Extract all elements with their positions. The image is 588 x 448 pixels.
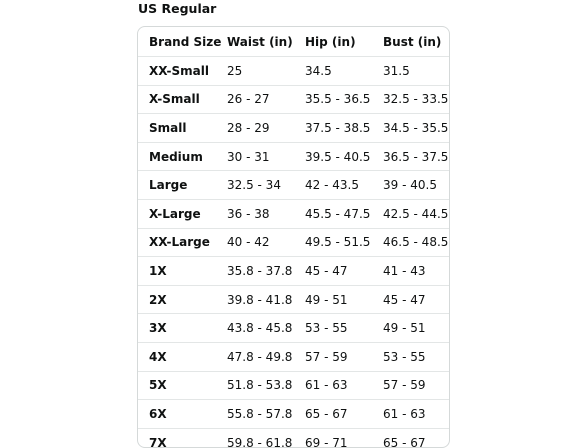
bust-cell: 45 - 47 (372, 285, 449, 314)
size-chart-title: US Regular (138, 1, 216, 17)
hip-cell: 57 - 59 (294, 342, 372, 371)
waist-cell: 35.8 - 37.8 (216, 257, 294, 286)
hip-cell: 49.5 - 51.5 (294, 228, 372, 257)
brand-size-cell: 5X (138, 371, 216, 400)
waist-cell: 39.8 - 41.8 (216, 285, 294, 314)
table-row (138, 85, 449, 114)
hip-cell: 35.5 - 36.5 (294, 85, 372, 114)
hip-cell: 45 - 47 (294, 257, 372, 286)
brand-size-cell: X-Large (138, 199, 216, 228)
bust-cell: 49 - 51 (372, 314, 449, 343)
brand-size-cell: XX-Small (138, 57, 216, 86)
brand-size-cell: Large (138, 171, 216, 200)
bust-cell: 34.5 - 35.5 (372, 114, 449, 143)
bust-cell: 41 - 43 (372, 257, 449, 286)
waist-cell: 36 - 38 (216, 199, 294, 228)
waist-cell: 26 - 27 (216, 85, 294, 114)
brand-size-cell: 1X (138, 257, 216, 286)
table-row (138, 342, 449, 371)
brand-size-cell: X-Small (138, 85, 216, 114)
bust-cell: 46.5 - 48.5 (372, 228, 449, 257)
brand-size-cell: 6X (138, 400, 216, 429)
table-body (138, 57, 449, 448)
waist-cell: 47.8 - 49.8 (216, 342, 294, 371)
table-row (138, 314, 449, 343)
hip-cell: 61 - 63 (294, 371, 372, 400)
table-row (138, 142, 449, 171)
hip-cell: 39.5 - 40.5 (294, 142, 372, 171)
table-row (138, 171, 449, 200)
hip-cell: 45.5 - 47.5 (294, 199, 372, 228)
bust-cell: 32.5 - 33.5 (372, 85, 449, 114)
brand-size-cell: Medium (138, 142, 216, 171)
size-chart-table (138, 27, 449, 448)
table-row (138, 199, 449, 228)
bust-cell: 53 - 55 (372, 342, 449, 371)
brand-size-cell: 3X (138, 314, 216, 343)
table-row (138, 428, 449, 448)
column-header-brand-size: Brand Size (138, 27, 216, 57)
waist-cell: 59.8 - 61.8 (216, 428, 294, 448)
table-row (138, 228, 449, 257)
table-row (138, 257, 449, 286)
hip-cell: 49 - 51 (294, 285, 372, 314)
size-chart-table-container (137, 26, 450, 448)
column-header-bust: Bust (in) (372, 27, 449, 57)
brand-size-cell: XX-Large (138, 228, 216, 257)
bust-cell: 31.5 (372, 57, 449, 86)
bust-cell: 57 - 59 (372, 371, 449, 400)
column-header-hip: Hip (in) (294, 27, 372, 57)
table-header-row (138, 27, 449, 57)
hip-cell: 65 - 67 (294, 400, 372, 429)
waist-cell: 55.8 - 57.8 (216, 400, 294, 429)
bust-cell: 36.5 - 37.5 (372, 142, 449, 171)
bust-cell: 42.5 - 44.5 (372, 199, 449, 228)
waist-cell: 40 - 42 (216, 228, 294, 257)
brand-size-cell: 4X (138, 342, 216, 371)
brand-size-cell: Small (138, 114, 216, 143)
hip-cell: 34.5 (294, 57, 372, 86)
table-row (138, 371, 449, 400)
waist-cell: 28 - 29 (216, 114, 294, 143)
hip-cell: 69 - 71 (294, 428, 372, 448)
waist-cell: 43.8 - 45.8 (216, 314, 294, 343)
brand-size-cell: 2X (138, 285, 216, 314)
column-header-waist: Waist (in) (216, 27, 294, 57)
table-row (138, 400, 449, 429)
waist-cell: 51.8 - 53.8 (216, 371, 294, 400)
hip-cell: 42 - 43.5 (294, 171, 372, 200)
hip-cell: 53 - 55 (294, 314, 372, 343)
waist-cell: 32.5 - 34 (216, 171, 294, 200)
hip-cell: 37.5 - 38.5 (294, 114, 372, 143)
bust-cell: 61 - 63 (372, 400, 449, 429)
waist-cell: 30 - 31 (216, 142, 294, 171)
bust-cell: 65 - 67 (372, 428, 449, 448)
brand-size-cell: 7X (138, 428, 216, 448)
table-row (138, 285, 449, 314)
bust-cell: 39 - 40.5 (372, 171, 449, 200)
table-row (138, 57, 449, 86)
table-row (138, 114, 449, 143)
waist-cell: 25 (216, 57, 294, 86)
